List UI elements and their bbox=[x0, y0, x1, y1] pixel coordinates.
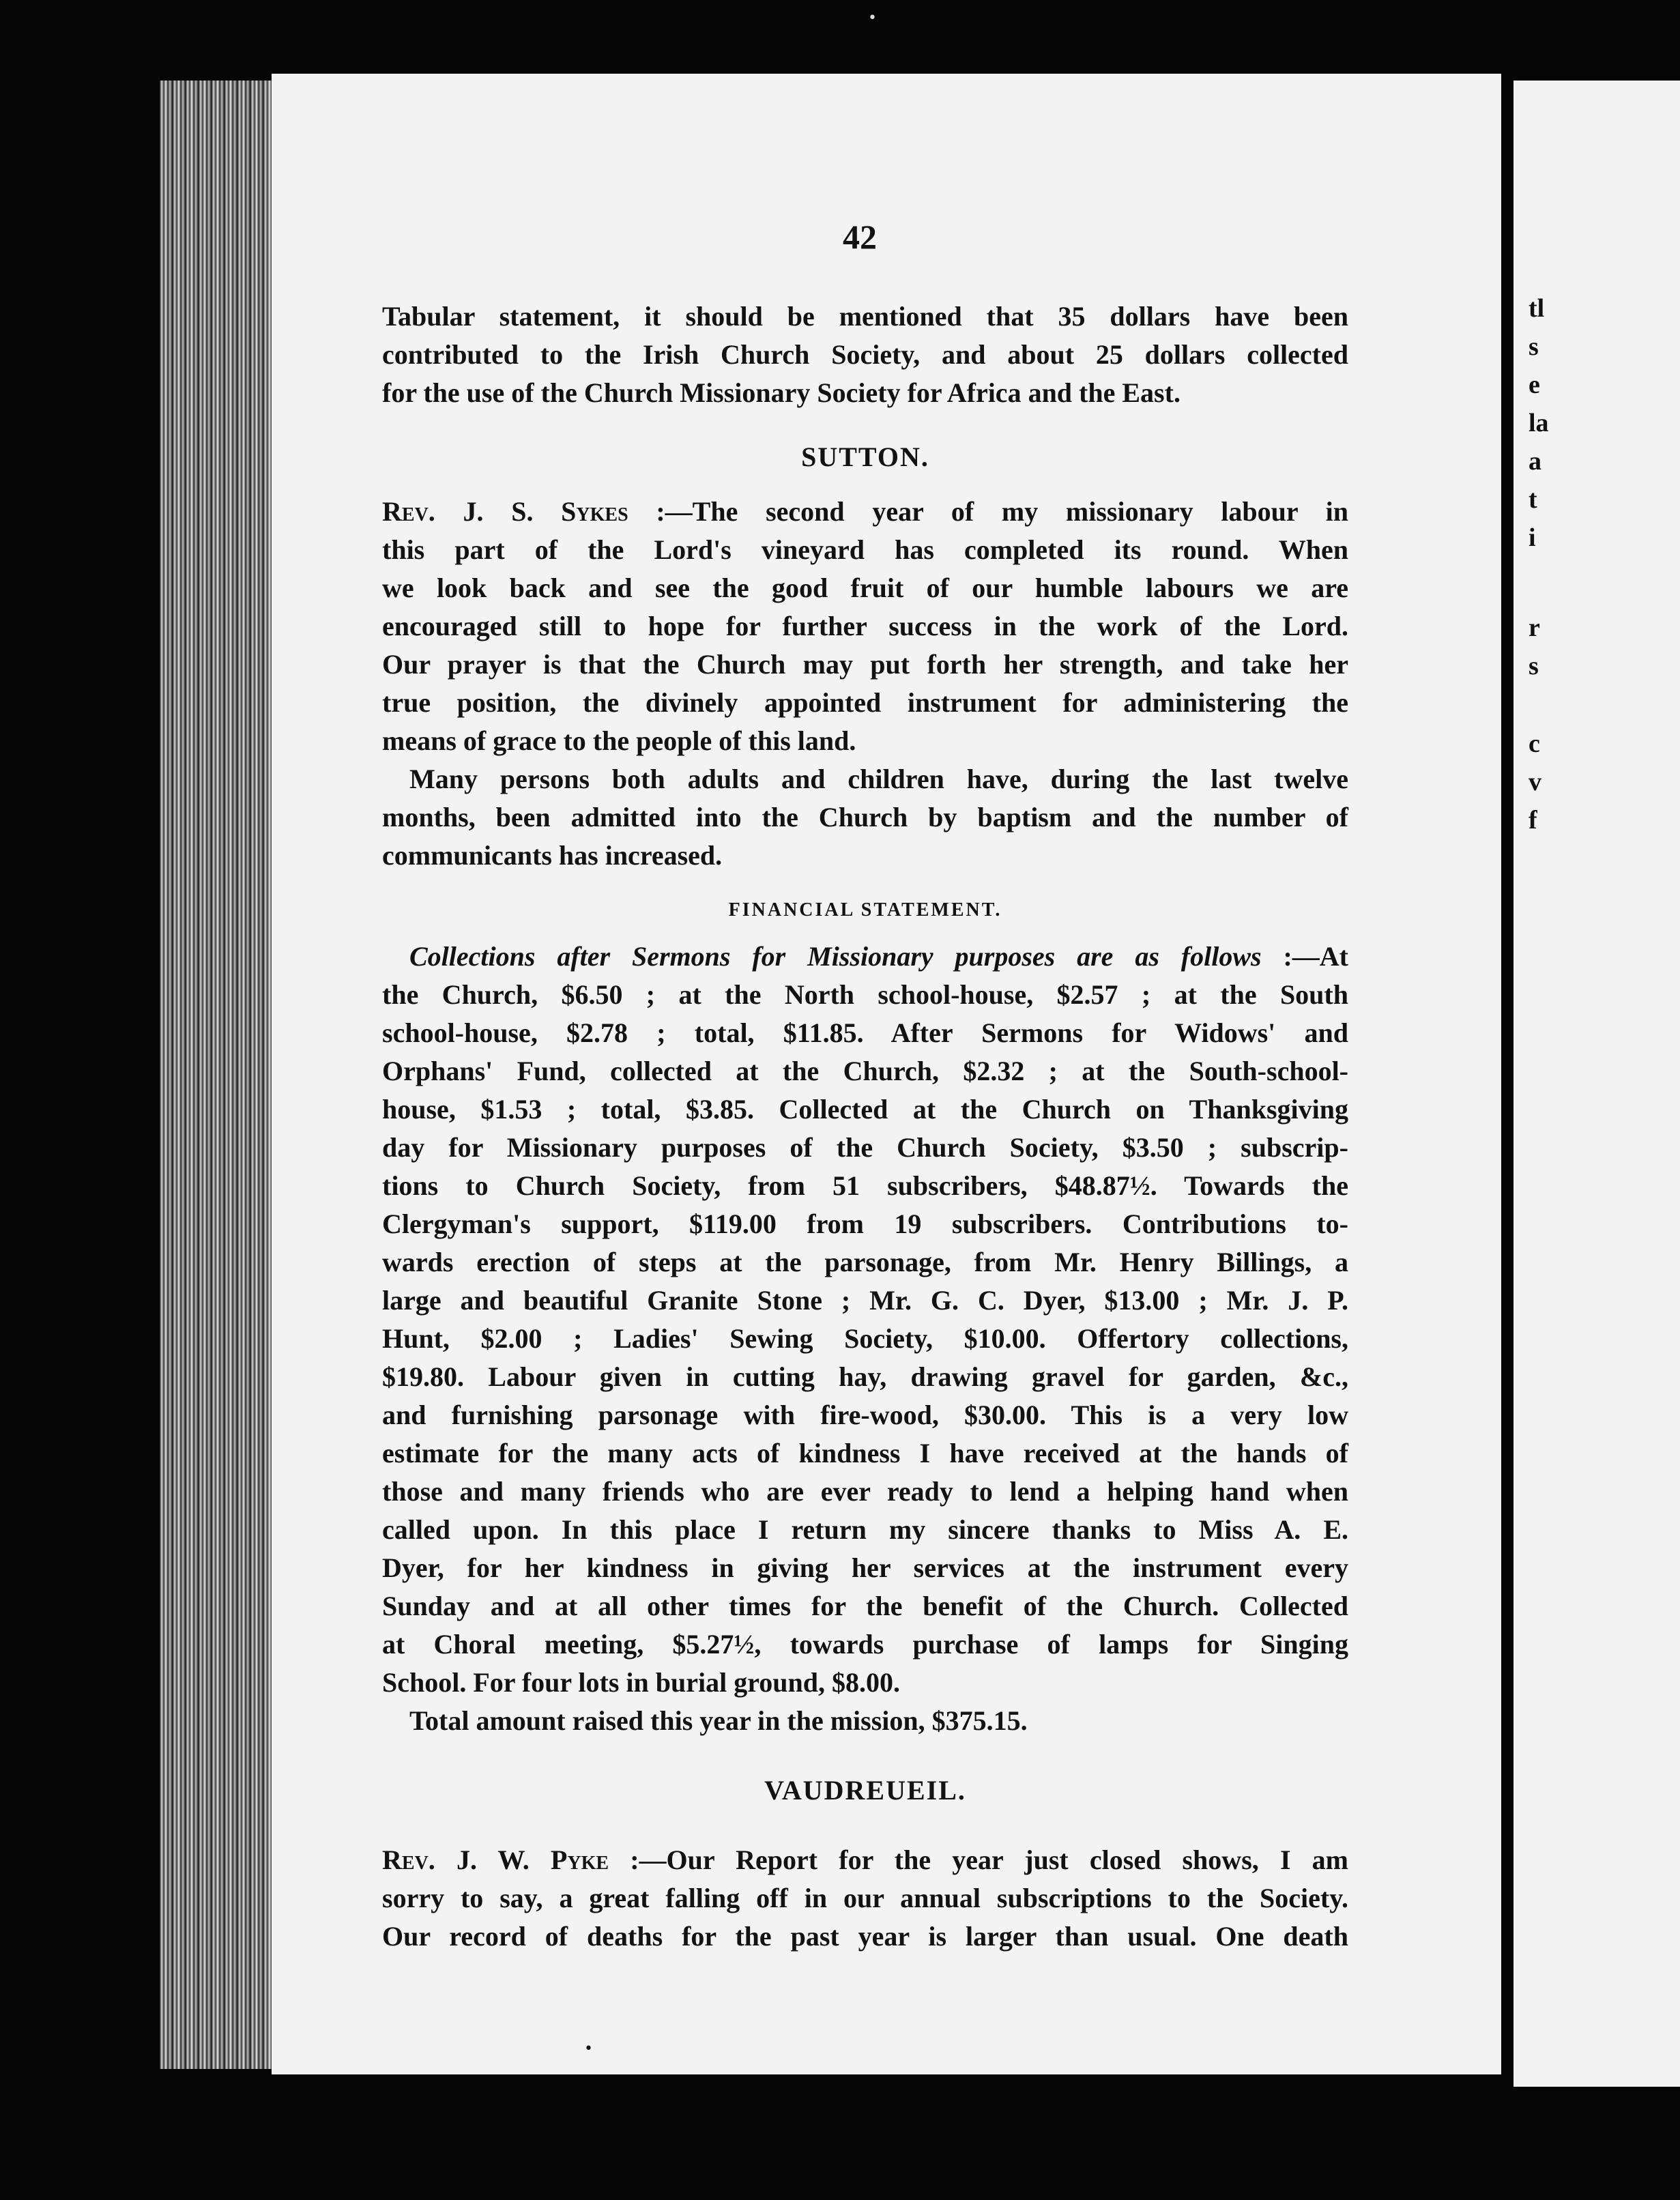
text-line: Dyer, for her kindness in giving her services at the instrument every bbox=[382, 1552, 1348, 1583]
text-line: large and beautiful Granite Stone ; Mr. G. C. Dyer, $13.00 ; Mr. J. P. bbox=[382, 1285, 1348, 1316]
text-line: sorry to say, a great falling off in our annual subscriptions to the Society. bbox=[382, 1883, 1348, 1913]
text-line: Our prayer is that the Church may put forth her strength, and take her bbox=[382, 649, 1348, 680]
italic-lead: Collections after Sermons for Missionary purposes are as follows bbox=[409, 941, 1262, 972]
text-line: means of grace to the people of this land. bbox=[382, 725, 856, 756]
text-line: Our record of deaths for the past year is larger than usual. One death bbox=[382, 1921, 1348, 1952]
text-line: wards erection of steps at the parsonage, from Mr. Henry Billings, a bbox=[382, 1247, 1348, 1277]
text-line: true position, the divinely appointed instrument for administering the bbox=[382, 687, 1348, 718]
facing-page-fragment: i bbox=[1529, 523, 1536, 552]
text-line: months, been admitted into the Church by baptism and the number of bbox=[382, 802, 1348, 833]
text-line: contributed to the Irish Church Society, and about 25 dollars collected bbox=[382, 339, 1348, 370]
facing-page-fragment: e bbox=[1529, 371, 1540, 399]
scan-speck: • bbox=[868, 10, 877, 27]
facing-page-edge bbox=[1514, 81, 1680, 2087]
text-line-with-speaker bbox=[382, 493, 1348, 531]
text-line: for the use of the Church Missionary Society for Africa and the East. bbox=[382, 377, 1181, 408]
facing-page-fragment: t bbox=[1529, 485, 1537, 514]
text-line: Orphans' Fund, collected at the Church, $2.32 ; at the South-school- bbox=[382, 1056, 1348, 1086]
page-number: 42 bbox=[843, 218, 877, 256]
text-run: :—At bbox=[1261, 941, 1348, 972]
text-line: school-house, $2.78 ; total, $11.85. After Sermons for Widows' and bbox=[382, 1017, 1348, 1048]
text-line: Sunday and at all other times for the benefit of the Church. Collected bbox=[382, 1591, 1348, 1621]
text-line: $19.80. Labour given in cutting hay, drawing gravel for garden, &c., bbox=[382, 1361, 1348, 1392]
text-line-with-speaker bbox=[382, 1841, 1348, 1879]
scan-speck: • bbox=[584, 2040, 593, 2057]
book-binding-edge bbox=[160, 81, 276, 2069]
text-line: School. For four lots in burial ground, $8.00. bbox=[382, 1667, 901, 1698]
text-line: and furnishing parsonage with fire-wood, $30.00. This is a very low bbox=[382, 1400, 1348, 1430]
facing-page-fragment: la bbox=[1529, 409, 1549, 437]
facing-page-fragment: r bbox=[1529, 613, 1540, 642]
text-line: Many persons both adults and children have, during the last twelve bbox=[409, 764, 1348, 794]
text-line: tions to Church Society, from 51 subscribers, $48.87½. Towards the bbox=[382, 1170, 1348, 1201]
text-line: this part of the Lord's vineyard has completed its round. When bbox=[382, 534, 1348, 565]
text-line: Hunt, $2.00 ; Ladies' Sewing Society, $10.00. Offertory collections, bbox=[382, 1323, 1348, 1354]
speaker-name: Rev. J. W. Pyke bbox=[382, 1844, 609, 1875]
text-line: Clergyman's support, $119.00 from 19 subscribers. Contributions to- bbox=[382, 1208, 1348, 1239]
text-line: called upon. In this place I return my sincere thanks to Miss A. E. bbox=[382, 1514, 1348, 1545]
financial-statement-heading: FINANCIAL STATEMENT. bbox=[728, 899, 1002, 921]
facing-page-fragment: s bbox=[1529, 652, 1539, 680]
text-line: communicants has increased. bbox=[382, 840, 723, 871]
text-line: day for Missionary purposes of the Church Society, $3.50 ; subscrip- bbox=[382, 1132, 1348, 1163]
text-line: estimate for the many acts of kindness I have received at the hands of bbox=[382, 1438, 1348, 1468]
facing-page-fragment: c bbox=[1529, 729, 1540, 758]
text-line: encouraged still to hope for further success in the work of the Lord. bbox=[382, 611, 1348, 641]
facing-page-fragment: a bbox=[1529, 447, 1541, 476]
speaker-name: Rev. J. S. Sykes bbox=[382, 496, 628, 527]
facing-page-fragment: tl bbox=[1529, 294, 1545, 323]
total-amount-line: Total amount raised this year in the mission, $375.15. bbox=[409, 1705, 1028, 1736]
section-heading-sutton: SUTTON. bbox=[801, 442, 929, 472]
facing-page-fragment: s bbox=[1529, 332, 1539, 361]
facing-page-fragment: v bbox=[1529, 768, 1541, 796]
facing-page-fragment: f bbox=[1529, 806, 1537, 835]
text-line: at Choral meeting, $5.27½, towards purchase of lamps for Singing bbox=[382, 1629, 1348, 1660]
text-line: Tabular statement, it should be mentioned that 35 dollars have been bbox=[382, 301, 1348, 332]
text-run: :—Our Report for the year just closed shows, I am bbox=[609, 1844, 1349, 1875]
text-line-italic-lead bbox=[382, 938, 1348, 976]
text-line: house, $1.53 ; total, $3.85. Collected at the Church on Thanksgiving bbox=[382, 1094, 1348, 1125]
text-line: those and many friends who are ever ready to lend a helping hand when bbox=[382, 1476, 1348, 1507]
text-line: we look back and see the good fruit of our humble labours we are bbox=[382, 573, 1348, 603]
text-run: :—The second year of my missionary labour in bbox=[628, 496, 1348, 527]
text-line: the Church, $6.50 ; at the North school-house, $2.57 ; at the South bbox=[382, 979, 1348, 1010]
section-heading-vaudreueil: VAUDREUEIL. bbox=[764, 1775, 966, 1806]
